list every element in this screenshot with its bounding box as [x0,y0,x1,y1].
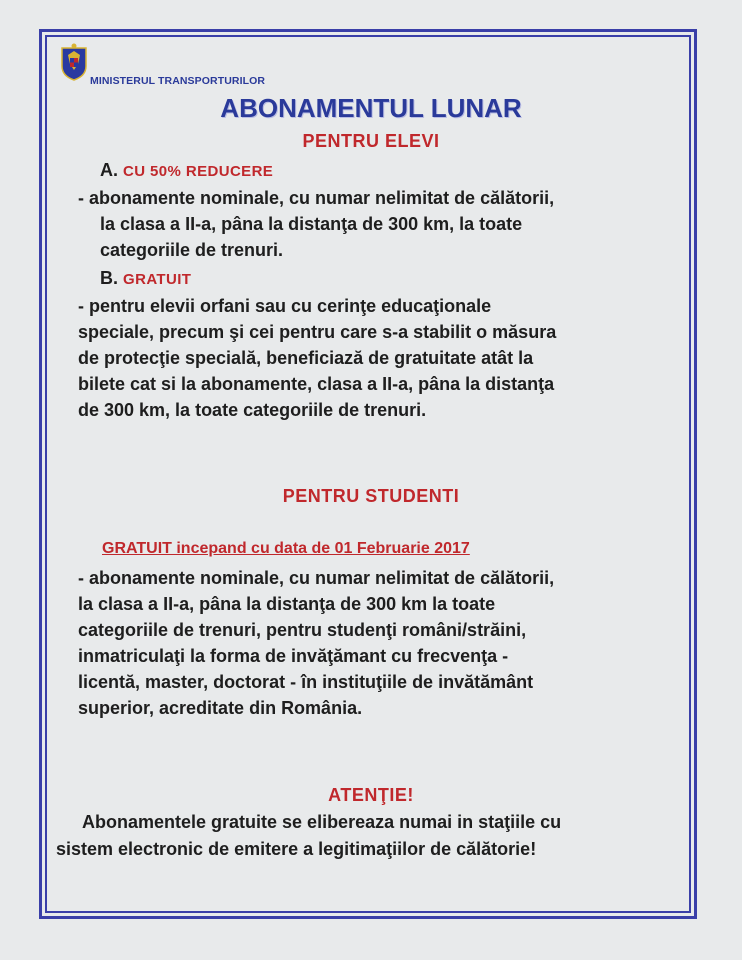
ministry-name: MINISTERUL TRANSPORTURILOR [90,75,266,87]
item-b-line-3: de protecţie specială, beneficiază de gratuitate atât la [78,348,534,368]
studenti-line-3: categoriile de trenuri, pentru studenţi români/străini, [78,620,527,640]
item-b-row [100,265,191,294]
section-heading-elevi: PENTRU ELEVI [302,131,440,151]
item-b-line-5: de 300 km, la toate categoriile de trenuri. [78,400,427,420]
coat-of-arms-icon [58,42,90,82]
studenti-line-1: - abonamente nominale, cu numar nelimitat de călătorii, [78,568,555,588]
studenti-free-from: GRATUIT incepand cu data de 01 Februarie 2017 [102,540,470,557]
atentie-heading: ATENŢIE! [328,785,414,805]
item-a-marker: A. [100,160,118,180]
item-a-row [100,157,273,186]
item-b-line-2: speciale, precum şi cei pentru care s-a stabilit o măsura [78,322,557,342]
studenti-line-6: superior, acreditate din România. [78,698,363,718]
item-b-marker: B. [100,268,118,288]
item-b-label: GRATUIT [123,271,192,288]
item-b-line-4: bilete cat si la abonamente, clasa a II-a, pâna la distanţa [78,374,555,394]
item-a-line-2: la clasa a II-a, pâna la distanţa de 300 km, la toate [100,214,523,234]
studenti-line-5: licentă, master, doctorat - în instituţiile de invătământ [78,672,534,692]
item-a-label: CU 50% REDUCERE [123,163,274,180]
item-a-line-1: - abonamente nominale, cu numar nelimitat de călătorii, [78,188,555,208]
atentie-line-1: Abonamentele gratuite se elibereaza numai in staţiile cu [82,812,562,832]
studenti-line-2: la clasa a II-a, pâna la distanţa de 300 km la toate [78,594,496,614]
section-heading-studenti: PENTRU STUDENTI [282,486,460,506]
item-a-line-3: categoriile de trenuri. [100,240,284,260]
atentie-line-2: sistem electronic de emitere a legitimaţiilor de călătorie! [56,839,537,859]
studenti-line-4: inmatriculaţi la forma de invăţămant cu frecvenţa - [78,646,509,666]
page-title: ABONAMENTUL LUNAR [220,93,522,123]
item-b-line-1: - pentru elevii orfani sau cu cerinţe educaţionale [78,296,492,316]
